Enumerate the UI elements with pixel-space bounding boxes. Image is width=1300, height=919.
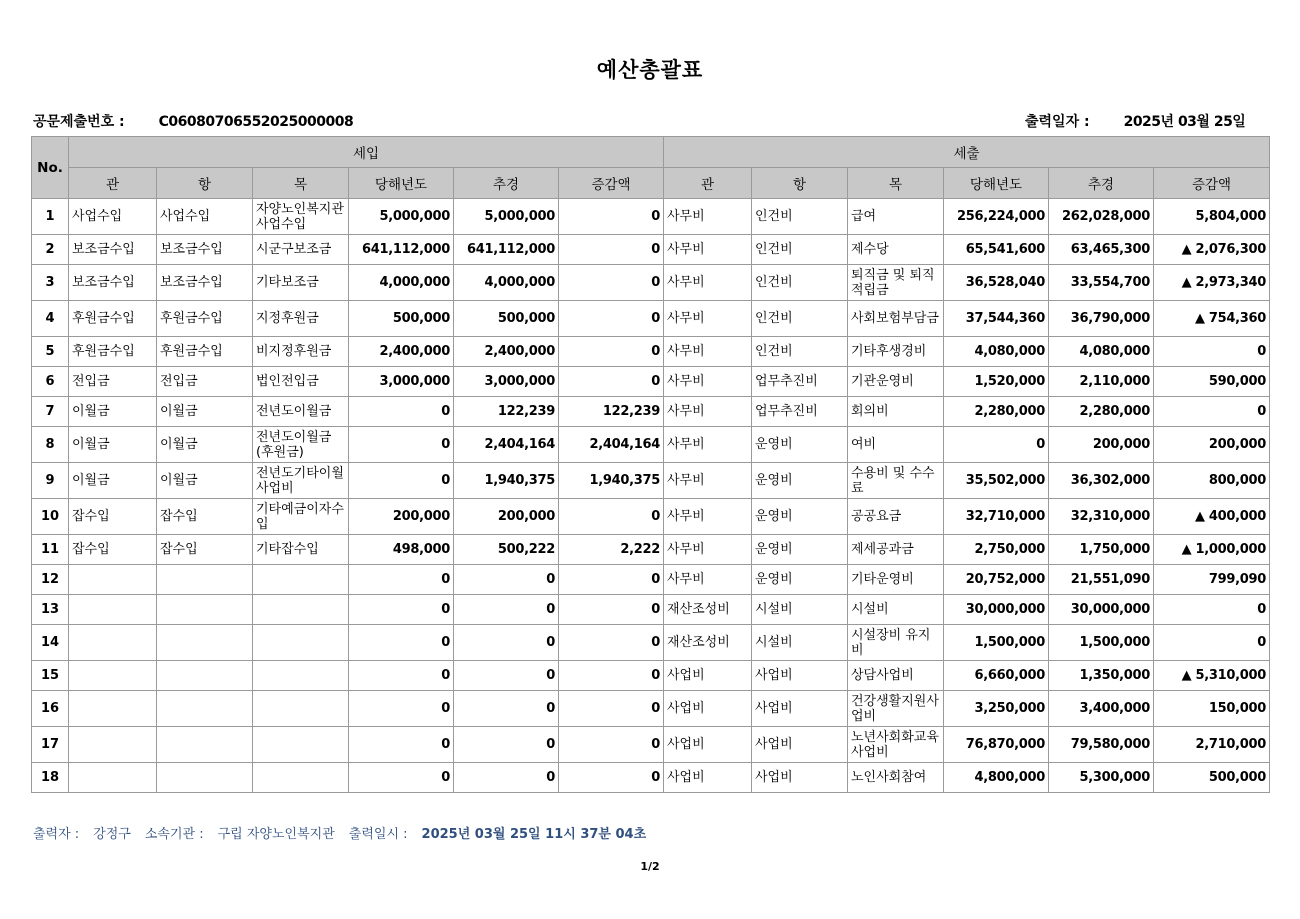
expense-current-cell: 3,250,000 xyxy=(944,691,1049,727)
table-row xyxy=(32,625,1270,661)
expense-mok-cell: 회의비 xyxy=(848,397,944,427)
expense-current-cell: 6,660,000 xyxy=(944,661,1049,691)
income-hang-cell: 사업수입 xyxy=(157,199,253,235)
income-supplement-cell: 0 xyxy=(454,625,559,661)
expense-supplement-cell: 32,310,000 xyxy=(1049,499,1154,535)
row-number-cell: 16 xyxy=(32,691,69,727)
income-hang-cell xyxy=(157,763,253,793)
income-mok-cell: 비지정후원금 xyxy=(253,337,349,367)
income-current-cell: 200,000 xyxy=(349,499,454,535)
page-title: 예산총괄표 xyxy=(596,58,704,82)
income-mok-cell: 전년도이월금(후원금) xyxy=(253,427,349,463)
expense-current-cell: 2,280,000 xyxy=(944,397,1049,427)
income-hang-cell: 보조금수입 xyxy=(157,235,253,265)
income-current-cell: 641,112,000 xyxy=(349,235,454,265)
expense-hang-cell: 업무추진비 xyxy=(752,367,848,397)
expense-supplement-cell: 1,500,000 xyxy=(1049,625,1154,661)
row-number-cell: 9 xyxy=(32,463,69,499)
expense-mok-cell: 노년사회화교육사업비 xyxy=(848,727,944,763)
income-supplement-cell: 0 xyxy=(454,595,559,625)
income-hang-cell xyxy=(157,727,253,763)
expense-gwan-cell: 사업비 xyxy=(664,661,752,691)
income-supplement-cell: 641,112,000 xyxy=(454,235,559,265)
expense-gwan-cell: 사무비 xyxy=(664,397,752,427)
expense-hang-cell: 운영비 xyxy=(752,427,848,463)
income-hang-cell xyxy=(157,625,253,661)
income-change-cell: 0 xyxy=(559,565,664,595)
print-footer xyxy=(33,823,646,842)
row-number-cell: 15 xyxy=(32,661,69,691)
expense-mok-cell: 퇴직금 및 퇴직적립금 xyxy=(848,265,944,301)
expense-supplement-cell: 30,000,000 xyxy=(1049,595,1154,625)
row-number-cell: 6 xyxy=(32,367,69,397)
income-supplement-cell: 0 xyxy=(454,565,559,595)
income-current-cell: 500,000 xyxy=(349,301,454,337)
income-supplement-cell: 0 xyxy=(454,727,559,763)
expense-gwan-cell: 사업비 xyxy=(664,691,752,727)
expense-current-cell: 37,544,360 xyxy=(944,301,1049,337)
income-mok-cell: 전년도이월금 xyxy=(253,397,349,427)
expense-change-cell: 590,000 xyxy=(1154,367,1270,397)
row-number-cell: 4 xyxy=(32,301,69,337)
printer-label: 출력자 : xyxy=(33,827,80,842)
table-row xyxy=(32,235,1270,265)
header-income: 세입 xyxy=(69,137,664,168)
expense-change-cell: ▲ 754,360 xyxy=(1154,301,1270,337)
expense-gwan-cell: 사무비 xyxy=(664,427,752,463)
expense-hang-cell: 인건비 xyxy=(752,265,848,301)
income-current-cell: 4,000,000 xyxy=(349,265,454,301)
income-mok-cell xyxy=(253,727,349,763)
income-hang-cell: 이월금 xyxy=(157,397,253,427)
expense-supplement-cell: 36,790,000 xyxy=(1049,301,1154,337)
income-gwan-cell: 후원금수입 xyxy=(69,337,157,367)
income-mok-cell xyxy=(253,661,349,691)
income-current-cell: 0 xyxy=(349,727,454,763)
income-mok-cell: 기타보조금 xyxy=(253,265,349,301)
table-row xyxy=(32,535,1270,565)
expense-supplement-cell: 5,300,000 xyxy=(1049,763,1154,793)
header-income-change: 증감액 xyxy=(559,168,664,199)
expense-mok-cell: 제세공과금 xyxy=(848,535,944,565)
expense-change-cell: 0 xyxy=(1154,595,1270,625)
row-number-cell: 12 xyxy=(32,565,69,595)
income-current-cell: 0 xyxy=(349,463,454,499)
expense-hang-cell: 인건비 xyxy=(752,337,848,367)
page-number: 1/2 xyxy=(640,860,660,873)
header-income-supplement: 추경 xyxy=(454,168,559,199)
row-number-cell: 5 xyxy=(32,337,69,367)
income-gwan-cell: 사업수입 xyxy=(69,199,157,235)
doc-number xyxy=(33,111,353,131)
row-number-cell: 11 xyxy=(32,535,69,565)
expense-current-cell: 76,870,000 xyxy=(944,727,1049,763)
header-expense: 세출 xyxy=(664,137,1270,168)
income-current-cell: 0 xyxy=(349,661,454,691)
income-gwan-cell: 이월금 xyxy=(69,427,157,463)
expense-change-cell: ▲ 400,000 xyxy=(1154,499,1270,535)
expense-gwan-cell: 사무비 xyxy=(664,199,752,235)
expense-supplement-cell: 262,028,000 xyxy=(1049,199,1154,235)
income-gwan-cell: 이월금 xyxy=(69,463,157,499)
income-gwan-cell: 보조금수입 xyxy=(69,235,157,265)
income-hang-cell xyxy=(157,691,253,727)
expense-change-cell: ▲ 5,310,000 xyxy=(1154,661,1270,691)
income-change-cell: 0 xyxy=(559,499,664,535)
expense-hang-cell: 사업비 xyxy=(752,661,848,691)
expense-supplement-cell: 63,465,300 xyxy=(1049,235,1154,265)
expense-hang-cell: 사업비 xyxy=(752,763,848,793)
income-gwan-cell: 잡수입 xyxy=(69,535,157,565)
table-row xyxy=(32,727,1270,763)
expense-hang-cell: 인건비 xyxy=(752,235,848,265)
expense-gwan-cell: 재산조성비 xyxy=(664,625,752,661)
income-hang-cell xyxy=(157,595,253,625)
income-change-cell: 0 xyxy=(559,199,664,235)
expense-change-cell: 0 xyxy=(1154,397,1270,427)
expense-gwan-cell: 사업비 xyxy=(664,727,752,763)
income-change-cell: 0 xyxy=(559,661,664,691)
income-mok-cell: 기타예금이자수입 xyxy=(253,499,349,535)
income-change-cell: 0 xyxy=(559,367,664,397)
print-date-label: 출력일자 : xyxy=(1025,114,1090,130)
expense-gwan-cell: 사무비 xyxy=(664,367,752,397)
row-number-cell: 18 xyxy=(32,763,69,793)
expense-change-cell: 0 xyxy=(1154,625,1270,661)
expense-hang-cell: 사업비 xyxy=(752,691,848,727)
expense-mok-cell: 건강생활지원사업비 xyxy=(848,691,944,727)
expense-current-cell: 0 xyxy=(944,427,1049,463)
income-gwan-cell: 이월금 xyxy=(69,397,157,427)
income-gwan-cell xyxy=(69,625,157,661)
expense-mok-cell: 수용비 및 수수료 xyxy=(848,463,944,499)
row-number-cell: 1 xyxy=(32,199,69,235)
table-row xyxy=(32,367,1270,397)
income-hang-cell: 이월금 xyxy=(157,463,253,499)
expense-change-cell: ▲ 1,000,000 xyxy=(1154,535,1270,565)
org-label: 소속기관 : xyxy=(144,827,204,842)
expense-change-cell: ▲ 2,076,300 xyxy=(1154,235,1270,265)
expense-change-cell: 0 xyxy=(1154,337,1270,367)
header-income-mok: 목 xyxy=(253,168,349,199)
expense-hang-cell: 시설비 xyxy=(752,595,848,625)
expense-change-cell: 500,000 xyxy=(1154,763,1270,793)
income-gwan-cell: 후원금수입 xyxy=(69,301,157,337)
income-mok-cell: 법인전입금 xyxy=(253,367,349,397)
income-hang-cell: 이월금 xyxy=(157,427,253,463)
income-gwan-cell xyxy=(69,661,157,691)
row-number-cell: 7 xyxy=(32,397,69,427)
budget-table-body xyxy=(32,199,1270,793)
header-expense-supplement: 추경 xyxy=(1049,168,1154,199)
budget-summary-table xyxy=(31,136,1270,793)
expense-hang-cell: 사업비 xyxy=(752,727,848,763)
income-change-cell: 0 xyxy=(559,235,664,265)
expense-mok-cell: 기관운영비 xyxy=(848,367,944,397)
expense-supplement-cell: 1,750,000 xyxy=(1049,535,1154,565)
income-hang-cell: 잡수입 xyxy=(157,499,253,535)
expense-mok-cell: 기타운영비 xyxy=(848,565,944,595)
income-current-cell: 0 xyxy=(349,691,454,727)
income-gwan-cell xyxy=(69,595,157,625)
expense-change-cell: 800,000 xyxy=(1154,463,1270,499)
expense-hang-cell: 업무추진비 xyxy=(752,397,848,427)
header-no: No. xyxy=(32,137,69,199)
expense-hang-cell: 인건비 xyxy=(752,199,848,235)
expense-supplement-cell: 2,280,000 xyxy=(1049,397,1154,427)
expense-current-cell: 4,800,000 xyxy=(944,763,1049,793)
income-current-cell: 0 xyxy=(349,625,454,661)
expense-gwan-cell: 사무비 xyxy=(664,337,752,367)
income-supplement-cell: 0 xyxy=(454,661,559,691)
expense-current-cell: 2,750,000 xyxy=(944,535,1049,565)
income-mok-cell xyxy=(253,763,349,793)
row-number-cell: 13 xyxy=(32,595,69,625)
doc-number-label: 공문제출번호 : xyxy=(33,114,125,130)
expense-mok-cell: 공공요금 xyxy=(848,499,944,535)
expense-mok-cell: 시설비 xyxy=(848,595,944,625)
income-supplement-cell: 5,000,000 xyxy=(454,199,559,235)
income-hang-cell xyxy=(157,565,253,595)
income-hang-cell xyxy=(157,661,253,691)
income-supplement-cell: 2,400,000 xyxy=(454,337,559,367)
table-row xyxy=(32,463,1270,499)
expense-gwan-cell: 사무비 xyxy=(664,301,752,337)
income-current-cell: 498,000 xyxy=(349,535,454,565)
expense-change-cell: 2,710,000 xyxy=(1154,727,1270,763)
income-mok-cell xyxy=(253,565,349,595)
print-time-value: 2025년 03월 25일 11시 37분 04초 xyxy=(421,827,647,842)
expense-current-cell: 30,000,000 xyxy=(944,595,1049,625)
doc-number-value: C06080706552025000008 xyxy=(158,114,354,130)
expense-supplement-cell: 36,302,000 xyxy=(1049,463,1154,499)
expense-gwan-cell: 사무비 xyxy=(664,565,752,595)
income-current-cell: 0 xyxy=(349,595,454,625)
expense-current-cell: 20,752,000 xyxy=(944,565,1049,595)
income-supplement-cell: 500,000 xyxy=(454,301,559,337)
print-time-label: 출력일시 : xyxy=(348,827,408,842)
income-supplement-cell: 200,000 xyxy=(454,499,559,535)
row-number-cell: 17 xyxy=(32,727,69,763)
income-change-cell: 122,239 xyxy=(559,397,664,427)
expense-hang-cell: 운영비 xyxy=(752,535,848,565)
row-number-cell: 2 xyxy=(32,235,69,265)
income-gwan-cell xyxy=(69,763,157,793)
income-supplement-cell: 4,000,000 xyxy=(454,265,559,301)
table-row xyxy=(32,397,1270,427)
income-change-cell: 1,940,375 xyxy=(559,463,664,499)
expense-gwan-cell: 재산조성비 xyxy=(664,595,752,625)
income-hang-cell: 보조금수입 xyxy=(157,265,253,301)
income-change-cell: 0 xyxy=(559,763,664,793)
income-change-cell: 2,404,164 xyxy=(559,427,664,463)
income-gwan-cell xyxy=(69,727,157,763)
row-number-cell: 8 xyxy=(32,427,69,463)
income-current-cell: 2,400,000 xyxy=(349,337,454,367)
expense-mok-cell: 급여 xyxy=(848,199,944,235)
expense-change-cell: 799,090 xyxy=(1154,565,1270,595)
table-row xyxy=(32,427,1270,463)
expense-mok-cell: 기타후생경비 xyxy=(848,337,944,367)
header-expense-change: 증감액 xyxy=(1154,168,1270,199)
income-current-cell: 0 xyxy=(349,397,454,427)
header-expense-mok: 목 xyxy=(848,168,944,199)
table-row xyxy=(32,595,1270,625)
income-gwan-cell: 잡수입 xyxy=(69,499,157,535)
income-mok-cell xyxy=(253,691,349,727)
table-row xyxy=(32,199,1270,235)
expense-current-cell: 65,541,600 xyxy=(944,235,1049,265)
header-expense-gwan: 관 xyxy=(664,168,752,199)
expense-gwan-cell: 사무비 xyxy=(664,463,752,499)
expense-mok-cell: 노인사회참여 xyxy=(848,763,944,793)
expense-current-cell: 256,224,000 xyxy=(944,199,1049,235)
table-row xyxy=(32,565,1270,595)
income-hang-cell: 전입금 xyxy=(157,367,253,397)
expense-supplement-cell: 33,554,700 xyxy=(1049,265,1154,301)
income-current-cell: 0 xyxy=(349,763,454,793)
income-change-cell: 0 xyxy=(559,337,664,367)
income-supplement-cell: 500,222 xyxy=(454,535,559,565)
expense-mok-cell: 사회보험부담금 xyxy=(848,301,944,337)
income-change-cell: 0 xyxy=(559,265,664,301)
income-change-cell: 0 xyxy=(559,691,664,727)
income-mok-cell: 자양노인복지관사업수입 xyxy=(253,199,349,235)
expense-current-cell: 36,528,040 xyxy=(944,265,1049,301)
income-supplement-cell: 122,239 xyxy=(454,397,559,427)
header-income-hang: 항 xyxy=(157,168,253,199)
expense-current-cell: 35,502,000 xyxy=(944,463,1049,499)
income-gwan-cell xyxy=(69,565,157,595)
expense-hang-cell: 시설비 xyxy=(752,625,848,661)
expense-hang-cell: 운영비 xyxy=(752,565,848,595)
expense-hang-cell: 운영비 xyxy=(752,463,848,499)
header-expense-hang: 항 xyxy=(752,168,848,199)
income-supplement-cell: 0 xyxy=(454,691,559,727)
income-current-cell: 0 xyxy=(349,565,454,595)
expense-gwan-cell: 사무비 xyxy=(664,499,752,535)
income-mok-cell xyxy=(253,595,349,625)
income-change-cell: 0 xyxy=(559,727,664,763)
printer-value: 강정구 xyxy=(93,827,131,842)
income-supplement-cell: 2,404,164 xyxy=(454,427,559,463)
org-value: 구립 자양노인복지관 xyxy=(217,827,335,842)
income-current-cell: 5,000,000 xyxy=(349,199,454,235)
income-supplement-cell: 0 xyxy=(454,763,559,793)
table-row xyxy=(32,265,1270,301)
income-change-cell: 0 xyxy=(559,301,664,337)
expense-supplement-cell: 1,350,000 xyxy=(1049,661,1154,691)
income-change-cell: 0 xyxy=(559,625,664,661)
row-number-cell: 10 xyxy=(32,499,69,535)
expense-gwan-cell: 사무비 xyxy=(664,265,752,301)
expense-current-cell: 4,080,000 xyxy=(944,337,1049,367)
expense-hang-cell: 운영비 xyxy=(752,499,848,535)
table-row xyxy=(32,763,1270,793)
table-row xyxy=(32,691,1270,727)
expense-gwan-cell: 사업비 xyxy=(664,763,752,793)
expense-change-cell: 5,804,000 xyxy=(1154,199,1270,235)
header-income-current: 당해년도 xyxy=(349,168,454,199)
print-date-value: 2025년 03월 25일 xyxy=(1123,114,1246,130)
income-supplement-cell: 1,940,375 xyxy=(454,463,559,499)
row-number-cell: 14 xyxy=(32,625,69,661)
table-row xyxy=(32,499,1270,535)
expense-gwan-cell: 사무비 xyxy=(664,535,752,565)
income-gwan-cell xyxy=(69,691,157,727)
expense-change-cell: 150,000 xyxy=(1154,691,1270,727)
income-gwan-cell: 전입금 xyxy=(69,367,157,397)
expense-current-cell: 1,500,000 xyxy=(944,625,1049,661)
expense-current-cell: 1,520,000 xyxy=(944,367,1049,397)
expense-current-cell: 32,710,000 xyxy=(944,499,1049,535)
expense-supplement-cell: 200,000 xyxy=(1049,427,1154,463)
expense-change-cell: 200,000 xyxy=(1154,427,1270,463)
income-change-cell: 0 xyxy=(559,595,664,625)
income-current-cell: 0 xyxy=(349,427,454,463)
expense-mok-cell: 여비 xyxy=(848,427,944,463)
table-row xyxy=(32,337,1270,367)
expense-supplement-cell: 79,580,000 xyxy=(1049,727,1154,763)
expense-supplement-cell: 2,110,000 xyxy=(1049,367,1154,397)
income-gwan-cell: 보조금수입 xyxy=(69,265,157,301)
row-number-cell: 3 xyxy=(32,265,69,301)
expense-hang-cell: 인건비 xyxy=(752,301,848,337)
header-expense-current: 당해년도 xyxy=(944,168,1049,199)
header-income-gwan: 관 xyxy=(69,168,157,199)
income-mok-cell: 기타잡수입 xyxy=(253,535,349,565)
income-current-cell: 3,000,000 xyxy=(349,367,454,397)
print-date xyxy=(1025,111,1245,131)
income-hang-cell: 후원금수입 xyxy=(157,337,253,367)
income-hang-cell: 잡수입 xyxy=(157,535,253,565)
expense-supplement-cell: 3,400,000 xyxy=(1049,691,1154,727)
expense-mok-cell: 시설장비 유지비 xyxy=(848,625,944,661)
income-mok-cell: 시군구보조금 xyxy=(253,235,349,265)
income-supplement-cell: 3,000,000 xyxy=(454,367,559,397)
expense-supplement-cell: 4,080,000 xyxy=(1049,337,1154,367)
table-row xyxy=(32,661,1270,691)
table-row xyxy=(32,301,1270,337)
expense-gwan-cell: 사무비 xyxy=(664,235,752,265)
expense-supplement-cell: 21,551,090 xyxy=(1049,565,1154,595)
income-mok-cell xyxy=(253,625,349,661)
expense-mok-cell: 상담사업비 xyxy=(848,661,944,691)
income-mok-cell: 전년도기타이월사업비 xyxy=(253,463,349,499)
income-hang-cell: 후원금수입 xyxy=(157,301,253,337)
income-mok-cell: 지정후원금 xyxy=(253,301,349,337)
expense-mok-cell: 제수당 xyxy=(848,235,944,265)
expense-change-cell: ▲ 2,973,340 xyxy=(1154,265,1270,301)
income-change-cell: 2,222 xyxy=(559,535,664,565)
